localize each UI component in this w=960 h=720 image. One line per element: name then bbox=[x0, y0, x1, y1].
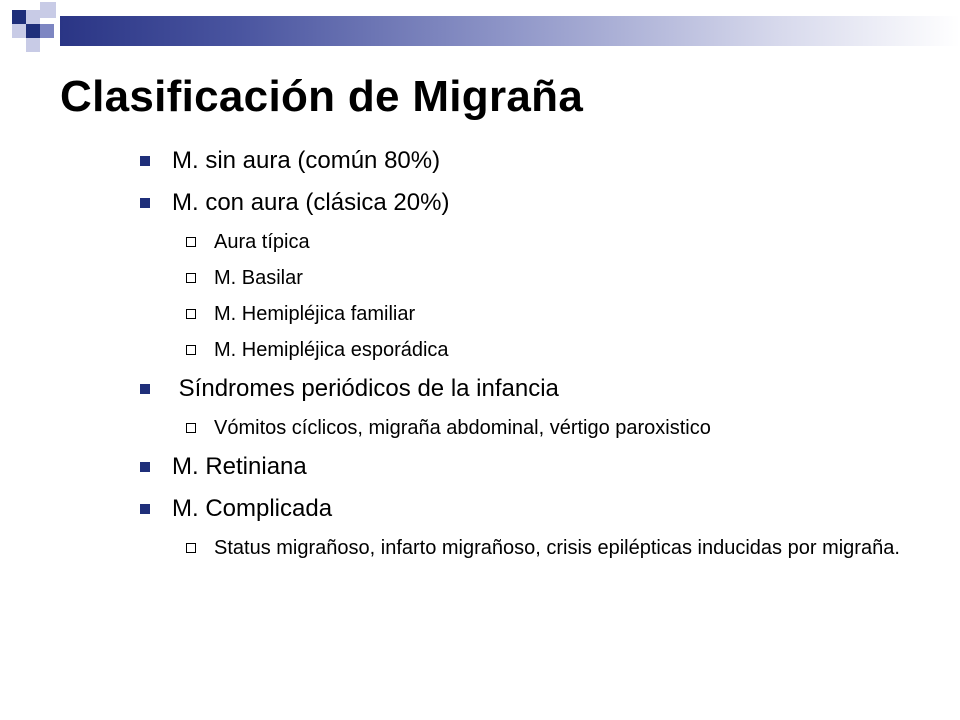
sub-list-item-text: Status migrañoso, infarto migrañoso, crisis epilépticas inducidas por migraña. bbox=[214, 537, 900, 559]
list-item bbox=[140, 188, 920, 218]
corner-square-dark bbox=[12, 10, 26, 24]
sub-list-item bbox=[140, 338, 920, 362]
sub-list-item-text: Vómitos cíclicos, migraña abdominal, vértigo paroxistico bbox=[214, 417, 711, 439]
sub-list-item bbox=[140, 230, 920, 254]
hollow-square-bullet-icon bbox=[186, 237, 196, 247]
sub-list-item-text: M. Hemipléjica familiar bbox=[214, 303, 416, 325]
corner-square-light bbox=[26, 10, 40, 24]
square-bullet-icon bbox=[140, 462, 150, 472]
hollow-square-bullet-icon bbox=[186, 543, 196, 553]
list-item-text: M. Retiniana bbox=[172, 453, 307, 480]
corner-square-light bbox=[26, 38, 40, 52]
sub-list-item-text: M. Hemipléjica esporádica bbox=[214, 339, 449, 361]
list-item-text: M. sin aura (común 80%) bbox=[172, 147, 441, 174]
hollow-square-bullet-icon bbox=[186, 273, 196, 283]
list-item bbox=[140, 374, 920, 404]
list-item bbox=[140, 494, 920, 524]
sub-list-item bbox=[140, 302, 920, 326]
list-item-text: M. con aura (clásica 20%) bbox=[172, 189, 450, 216]
square-bullet-icon bbox=[140, 198, 150, 208]
sub-list-item bbox=[140, 416, 920, 440]
list-item-text: Síndromes periódicos de la infancia bbox=[172, 375, 559, 402]
hollow-square-bullet-icon bbox=[186, 423, 196, 433]
sub-list-item bbox=[140, 266, 920, 290]
square-bullet-icon bbox=[140, 504, 150, 514]
corner-square-light bbox=[12, 24, 26, 38]
square-bullet-icon bbox=[140, 156, 150, 166]
square-bullet-icon bbox=[140, 384, 150, 394]
hollow-square-bullet-icon bbox=[186, 345, 196, 355]
corner-square-light bbox=[40, 2, 56, 18]
corner-square-dark bbox=[26, 24, 40, 38]
list-item-text: M. Complicada bbox=[172, 495, 333, 522]
hollow-square-bullet-icon bbox=[186, 309, 196, 319]
bullet-list bbox=[140, 140, 920, 572]
list-item bbox=[140, 146, 920, 176]
sub-list-item bbox=[140, 536, 920, 560]
slide-title: Clasificación de Migraña bbox=[60, 72, 584, 121]
sub-list-item-text: M. Basilar bbox=[214, 267, 303, 289]
corner-square-mid bbox=[40, 24, 54, 38]
sub-list-item-text: Aura típica bbox=[214, 231, 310, 253]
header-gradient-bar bbox=[60, 16, 960, 46]
list-item bbox=[140, 452, 920, 482]
